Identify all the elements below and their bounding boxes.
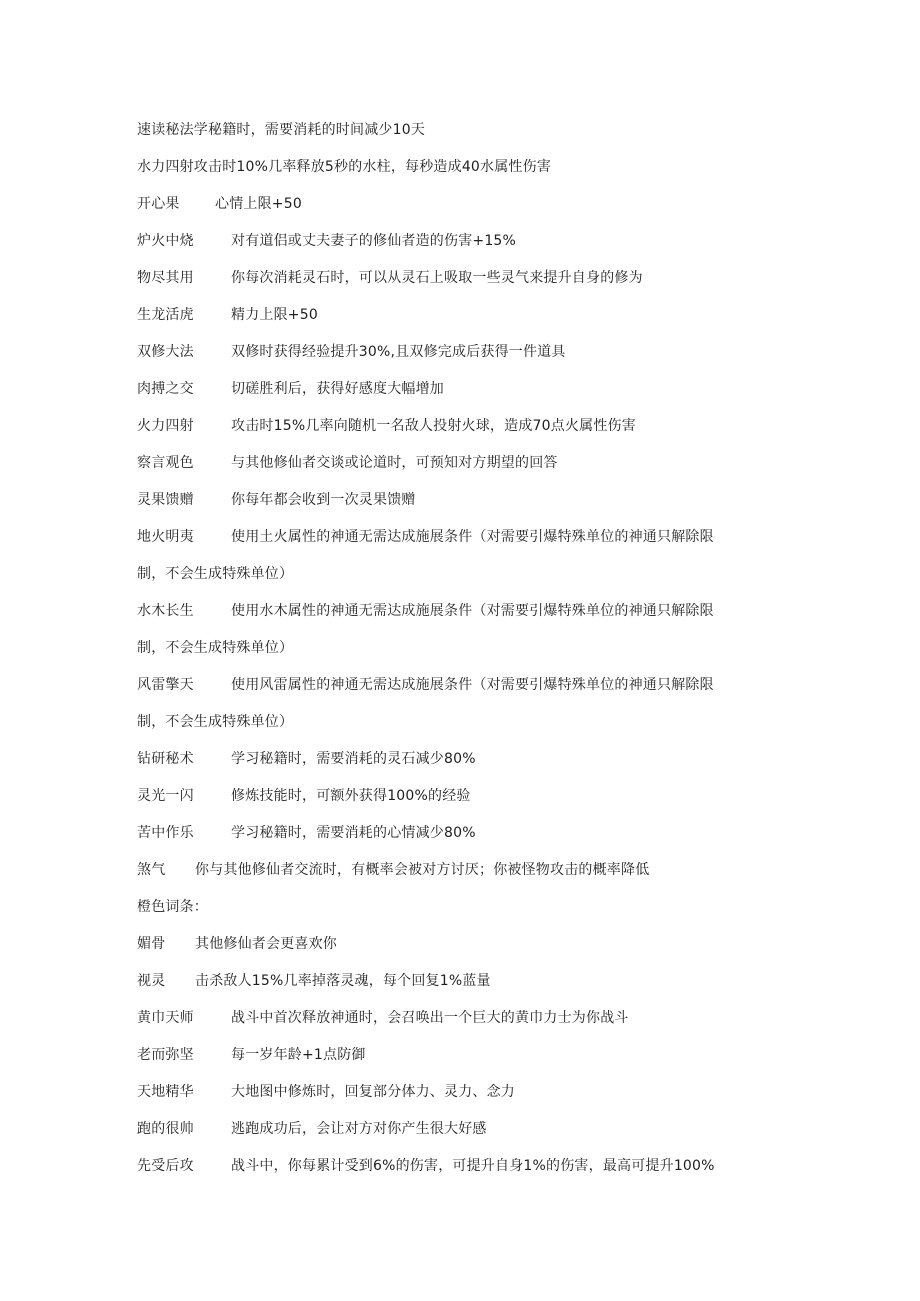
- trait-name: 视灵: [137, 973, 166, 989]
- trait-name: 火力四射: [137, 418, 194, 434]
- trait-desc-continued: 制，不会生成特殊单位）: [137, 640, 294, 656]
- document-body: [137, 112, 777, 1185]
- trait-name: 苦中作乐: [137, 825, 194, 841]
- trait-name: 灵光一闪: [137, 788, 194, 804]
- trait-name: 钻研秘术: [137, 751, 194, 767]
- trait-entry: [137, 260, 777, 297]
- trait-name: 炉火中烧: [137, 233, 194, 249]
- trait-desc: 精力上限+50: [231, 307, 318, 323]
- trait-desc: 与其他修仙者交谈或论道时，可预知对方期望的回答: [231, 455, 558, 471]
- trait-desc: 你每次消耗灵石时，可以从灵石上吸取一些灵气来提升自身的修为: [231, 270, 643, 286]
- trait-desc: 其他修仙者会更喜欢你: [195, 936, 337, 952]
- intro-line-1: 速读秘法学秘籍时，需要消耗的时间减少10天: [137, 122, 426, 138]
- trait-name: 天地精华: [137, 1084, 194, 1100]
- trait-name: 地火明夷: [137, 529, 194, 545]
- trait-desc: 使用风雷属性的神通无需达成施展条件（对需要引爆特殊单位的神通只解除限: [231, 677, 714, 693]
- trait-desc: 使用水木属性的神通无需达成施展条件（对需要引爆特殊单位的神通只解除限: [231, 603, 714, 619]
- trait-name: 生龙活虎: [137, 307, 194, 323]
- section-heading-orange: 橙色词条：: [137, 899, 208, 915]
- trait-entry: [137, 667, 777, 704]
- trait-entry: [137, 445, 777, 482]
- trait-entry: [137, 297, 777, 334]
- trait-name: 媚骨: [137, 936, 166, 952]
- trait-entry: [137, 1074, 777, 1111]
- trait-name: 双修大法: [137, 344, 194, 360]
- trait-entry: [137, 371, 777, 408]
- trait-name: 灵果馈赠: [137, 492, 194, 508]
- trait-desc: 逃跑成功后，会让对方对你产生很大好感: [231, 1121, 487, 1137]
- trait-name: 肉搏之交: [137, 381, 194, 397]
- trait-entry: [137, 741, 777, 778]
- trait-entry: [137, 1111, 777, 1148]
- trait-desc: 心情上限+50: [215, 196, 302, 212]
- trait-name: 先受后攻: [137, 1158, 194, 1174]
- trait-desc: 你与其他修仙者交流时，有概率会被对方讨厌；你被怪物攻击的概率降低: [195, 862, 650, 878]
- trait-entry: [137, 1037, 777, 1074]
- trait-name: 开心果: [137, 196, 180, 212]
- trait-desc: 攻击时15%几率向随机一名敌人投射火球，造成70点火属性伤害: [231, 418, 636, 434]
- trait-desc: 修炼技能时，可额外获得100%的经验: [231, 788, 471, 804]
- trait-desc: 双修时获得经验提升30%,且双修完成后获得一件道具: [231, 344, 566, 360]
- trait-name: 察言观色: [137, 455, 194, 471]
- trait-name: 跑的很帅: [137, 1121, 194, 1137]
- trait-entry: [137, 926, 777, 963]
- trait-desc: 击杀敌人15%几率掉落灵魂，每个回复1%蓝量: [195, 973, 491, 989]
- trait-name: 物尽其用: [137, 270, 194, 286]
- trait-entry: [137, 186, 777, 223]
- trait-name: 煞气: [137, 862, 166, 878]
- trait-entry: [137, 815, 777, 852]
- trait-desc-continued: 制，不会生成特殊单位）: [137, 714, 294, 730]
- trait-desc: 战斗中首次释放神通时，会召唤出一个巨大的黄巾力士为你战斗: [231, 1010, 629, 1026]
- trait-entry: [137, 1000, 777, 1037]
- trait-name: 黄巾天师: [137, 1010, 194, 1026]
- trait-entry: [137, 223, 777, 260]
- trait-entry: [137, 778, 777, 815]
- trait-desc: 切磋胜利后，获得好感度大幅增加: [231, 381, 444, 397]
- intro-line-2: 水力四射攻击时10%几率释放5秒的水柱，每秒造成40水属性伤害: [137, 159, 552, 175]
- trait-desc: 每一岁年龄+1点防御: [231, 1047, 366, 1063]
- trait-desc: 对有道侣或丈夫妻子的修仙者造的伤害+15%: [231, 233, 517, 249]
- trait-entry: [137, 519, 777, 556]
- trait-desc: 学习秘籍时，需要消耗的灵石减少80%: [231, 751, 476, 767]
- trait-desc: 你每年都会收到一次灵果馈赠: [231, 492, 416, 508]
- trait-desc: 战斗中，你每累计受到6%的伤害，可提升自身1%的伤害，最高可提升100%: [231, 1158, 715, 1174]
- trait-name: 老而弥坚: [137, 1047, 194, 1063]
- trait-entry: [137, 482, 777, 519]
- trait-desc: 使用土火属性的神通无需达成施展条件（对需要引爆特殊单位的神通只解除限: [231, 529, 714, 545]
- trait-name: 风雷擎天: [137, 677, 194, 693]
- trait-name: 水木长生: [137, 603, 194, 619]
- trait-entry: [137, 963, 777, 1000]
- trait-desc: 学习秘籍时，需要消耗的心情减少80%: [231, 825, 476, 841]
- trait-entry: [137, 334, 777, 371]
- trait-entry: [137, 408, 777, 445]
- trait-entry: [137, 593, 777, 630]
- trait-desc-continued: 制，不会生成特殊单位）: [137, 566, 294, 582]
- trait-entry: [137, 852, 777, 889]
- trait-desc: 大地图中修炼时，回复部分体力、灵力、念力: [231, 1084, 515, 1100]
- trait-entry: [137, 1148, 777, 1185]
